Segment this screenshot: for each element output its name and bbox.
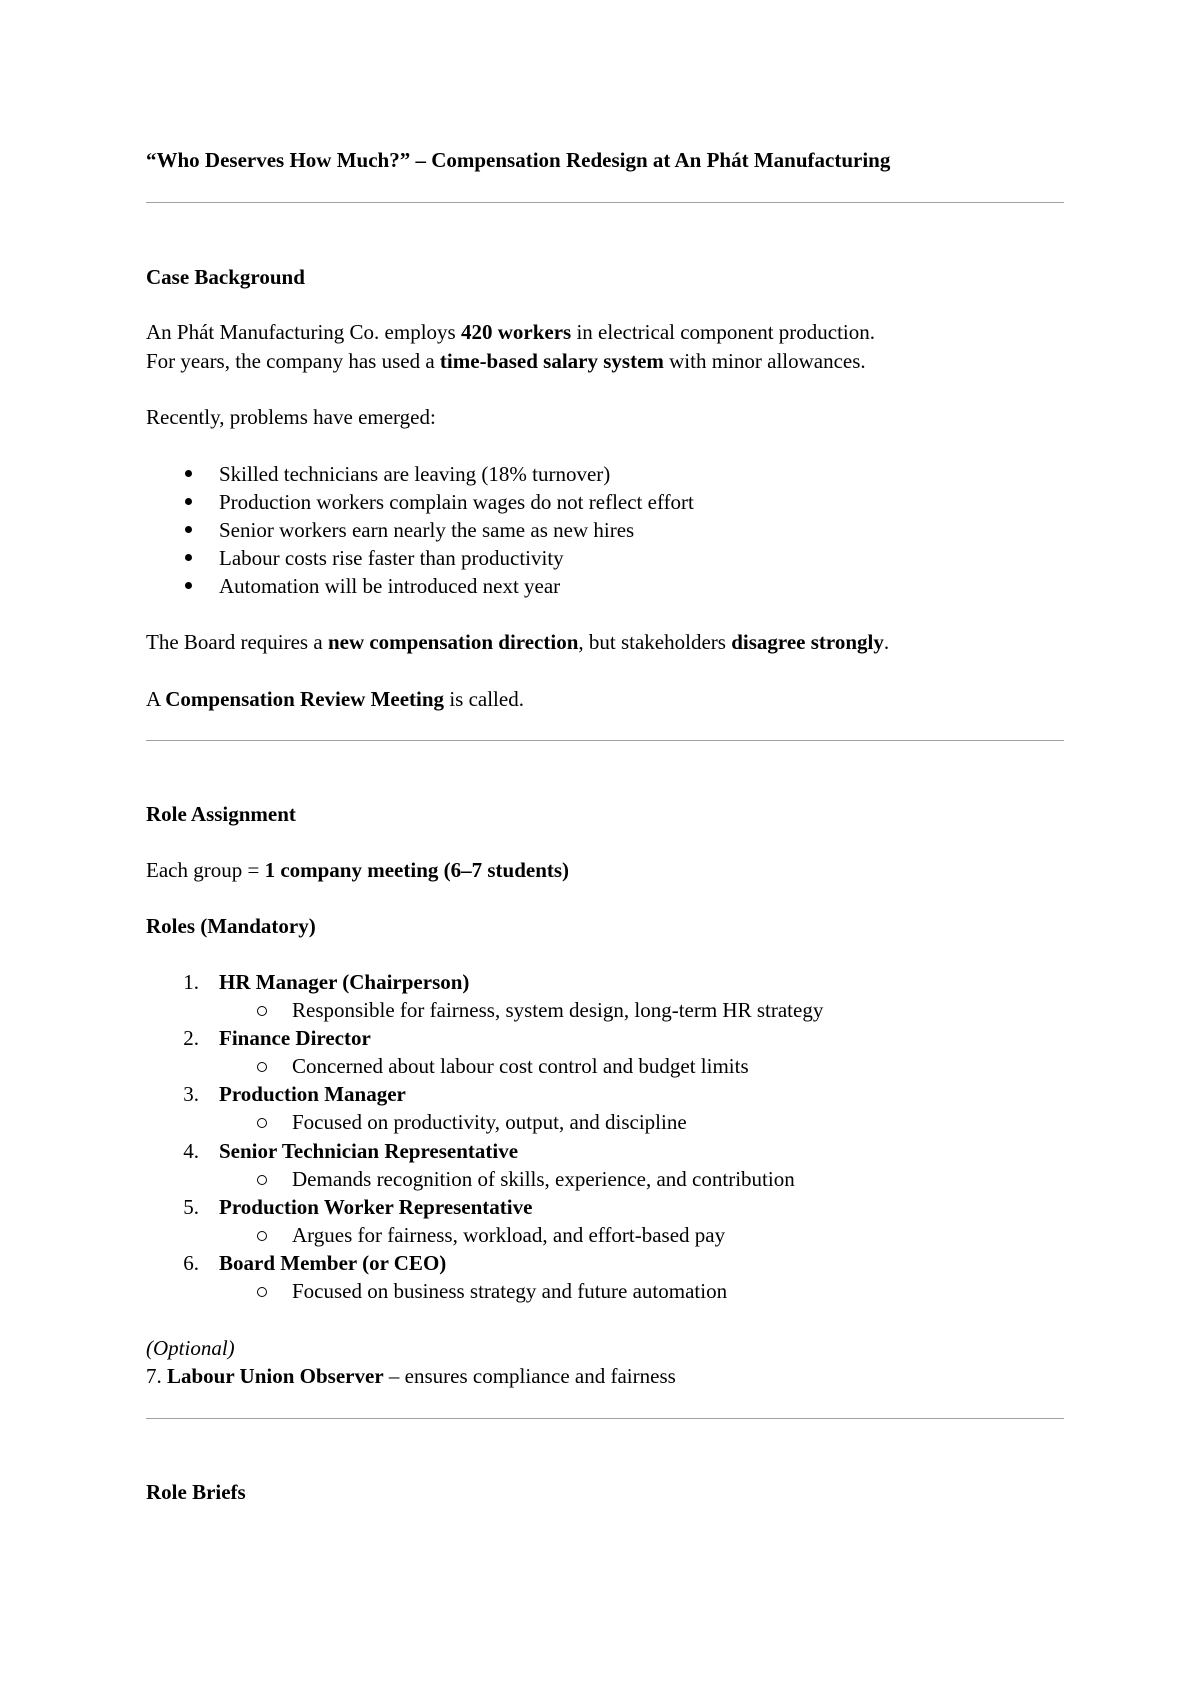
circle-bullet-icon xyxy=(257,1175,267,1185)
roles-mandatory-heading: Roles (Mandatory) xyxy=(146,914,316,938)
background-paragraph-4: The Board requires a new compensation direction, but stakeholders disagree strongly. xyxy=(146,630,890,654)
divider xyxy=(146,1418,1064,1419)
document-title: “Who Deserves How Much?” – Compensation Redesign at An Phát Manufacturing xyxy=(146,148,891,172)
divider xyxy=(146,202,1064,203)
circle-bullet-icon xyxy=(257,1062,267,1072)
circle-bullet-icon xyxy=(257,1287,267,1297)
background-paragraph-2: For years, the company has used a time-based salary system with minor allowances. xyxy=(146,349,866,373)
background-paragraph-1: An Phát Manufacturing Co. employs 420 workers in electrical component production. xyxy=(146,320,876,344)
circle-bullet-icon xyxy=(257,1006,267,1016)
bullet-icon xyxy=(185,582,192,589)
background-paragraph-3: Recently, problems have emerged: xyxy=(146,405,436,429)
bullet-icon xyxy=(185,526,192,533)
section-heading-role-assignment: Role Assignment xyxy=(146,802,296,826)
group-line: Each group = 1 company meeting (6–7 students) xyxy=(146,858,570,882)
background-paragraph-5: A Compensation Review Meeting is called. xyxy=(146,687,524,711)
bullet-icon xyxy=(185,498,192,505)
circle-bullet-icon xyxy=(257,1231,267,1241)
optional-label: (Optional) xyxy=(146,1336,235,1360)
section-heading-case-background: Case Background xyxy=(146,265,305,289)
bullet-icon xyxy=(185,470,192,477)
section-heading-role-briefs: Role Briefs xyxy=(146,1480,246,1504)
circle-bullet-icon xyxy=(257,1118,267,1128)
divider xyxy=(146,740,1064,741)
optional-role: 7. Labour Union Observer – ensures compliance and fairness xyxy=(146,1364,676,1388)
bullet-icon xyxy=(185,554,192,561)
